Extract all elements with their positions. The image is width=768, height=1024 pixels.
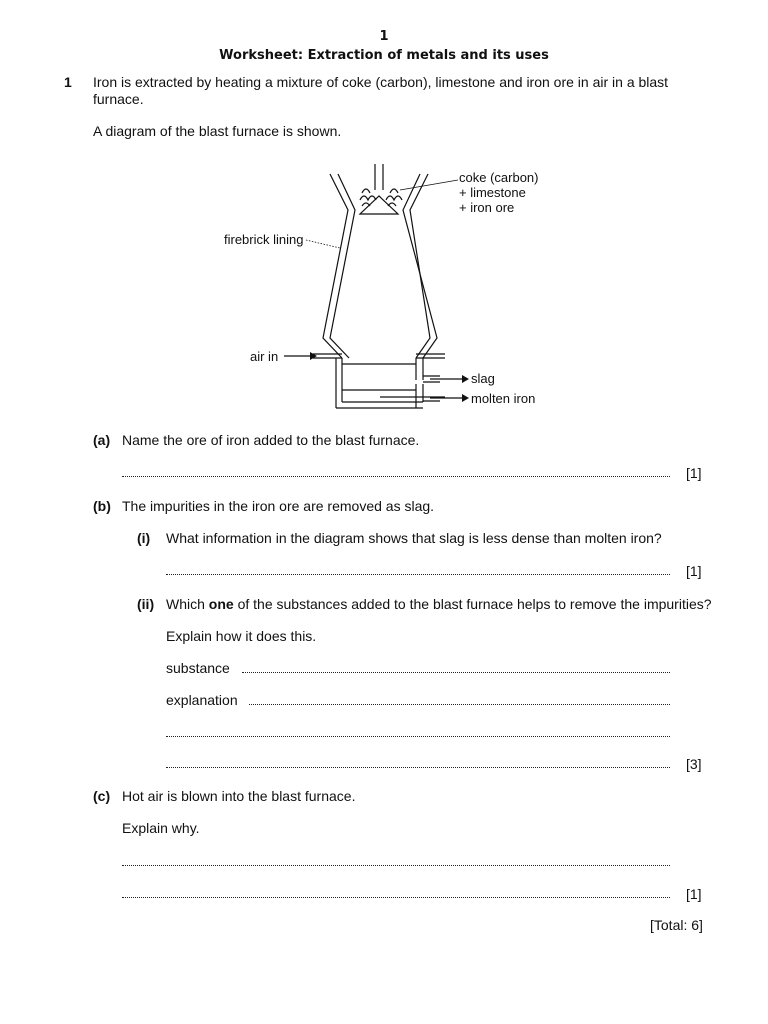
answer-line-c-1[interactable] [122, 865, 670, 866]
label-firebrick: firebrick lining [224, 232, 304, 247]
substance-label: substance [166, 660, 230, 676]
label-charge-1: coke (carbon) [459, 170, 539, 185]
explanation-label: explanation [166, 692, 238, 708]
page-title: Worksheet: Extraction of metals and its uses [219, 48, 549, 63]
part-a-text: Name the ore of iron added to the blast furnace. [122, 432, 420, 448]
label-charge-3: + iron ore [459, 200, 515, 215]
total-marks: [Total: 6] [650, 917, 703, 933]
diagram-intro: A diagram of the blast furnace is shown. [93, 123, 342, 139]
answer-line-a[interactable] [122, 476, 670, 477]
part-c-label: (c) [93, 788, 111, 804]
answer-line-bi[interactable] [166, 574, 670, 575]
blast-furnace-diagram [0, 0, 768, 420]
part-a-label: (a) [93, 432, 111, 448]
part-c-explain: Explain why. [122, 820, 200, 836]
label-molten-iron: molten iron [471, 391, 536, 406]
part-bii-text: Which one of the substances added to the blast furnace helps to remove the impurities? [166, 596, 712, 612]
part-c-mark: [1] [686, 886, 702, 902]
label-slag: slag [471, 371, 495, 386]
part-bii-mark: [3] [686, 756, 702, 772]
part-b-text: The impurities in the iron ore are removed as slag. [122, 498, 435, 514]
answer-line-c-2[interactable] [122, 897, 670, 898]
explanation-answer-line-1[interactable] [249, 704, 670, 705]
explanation-answer-line-2[interactable] [166, 736, 670, 737]
page-number: 1 [379, 29, 389, 44]
part-c-text: Hot air is blown into the blast furnace. [122, 788, 356, 804]
explanation-answer-line-3[interactable] [166, 767, 670, 768]
part-b-label: (b) [93, 498, 111, 514]
question-number: 1 [64, 74, 72, 90]
question-intro: Iron is extracted by heating a mixture of coke (carbon), limestone and iron ore in air in a blast furnace. [93, 74, 669, 107]
part-bi-label: (i) [137, 530, 151, 546]
part-a-mark: [1] [686, 465, 702, 481]
part-bii-label: (ii) [137, 596, 155, 612]
label-charge-2: + limestone [459, 185, 526, 200]
label-air-in: air in [250, 349, 279, 364]
part-bi-text: What information in the diagram shows that slag is less dense than molten iron? [166, 530, 662, 546]
substance-answer-line[interactable] [242, 672, 670, 673]
part-bii-explain: Explain how it does this. [166, 628, 317, 644]
part-bi-mark: [1] [686, 563, 702, 579]
